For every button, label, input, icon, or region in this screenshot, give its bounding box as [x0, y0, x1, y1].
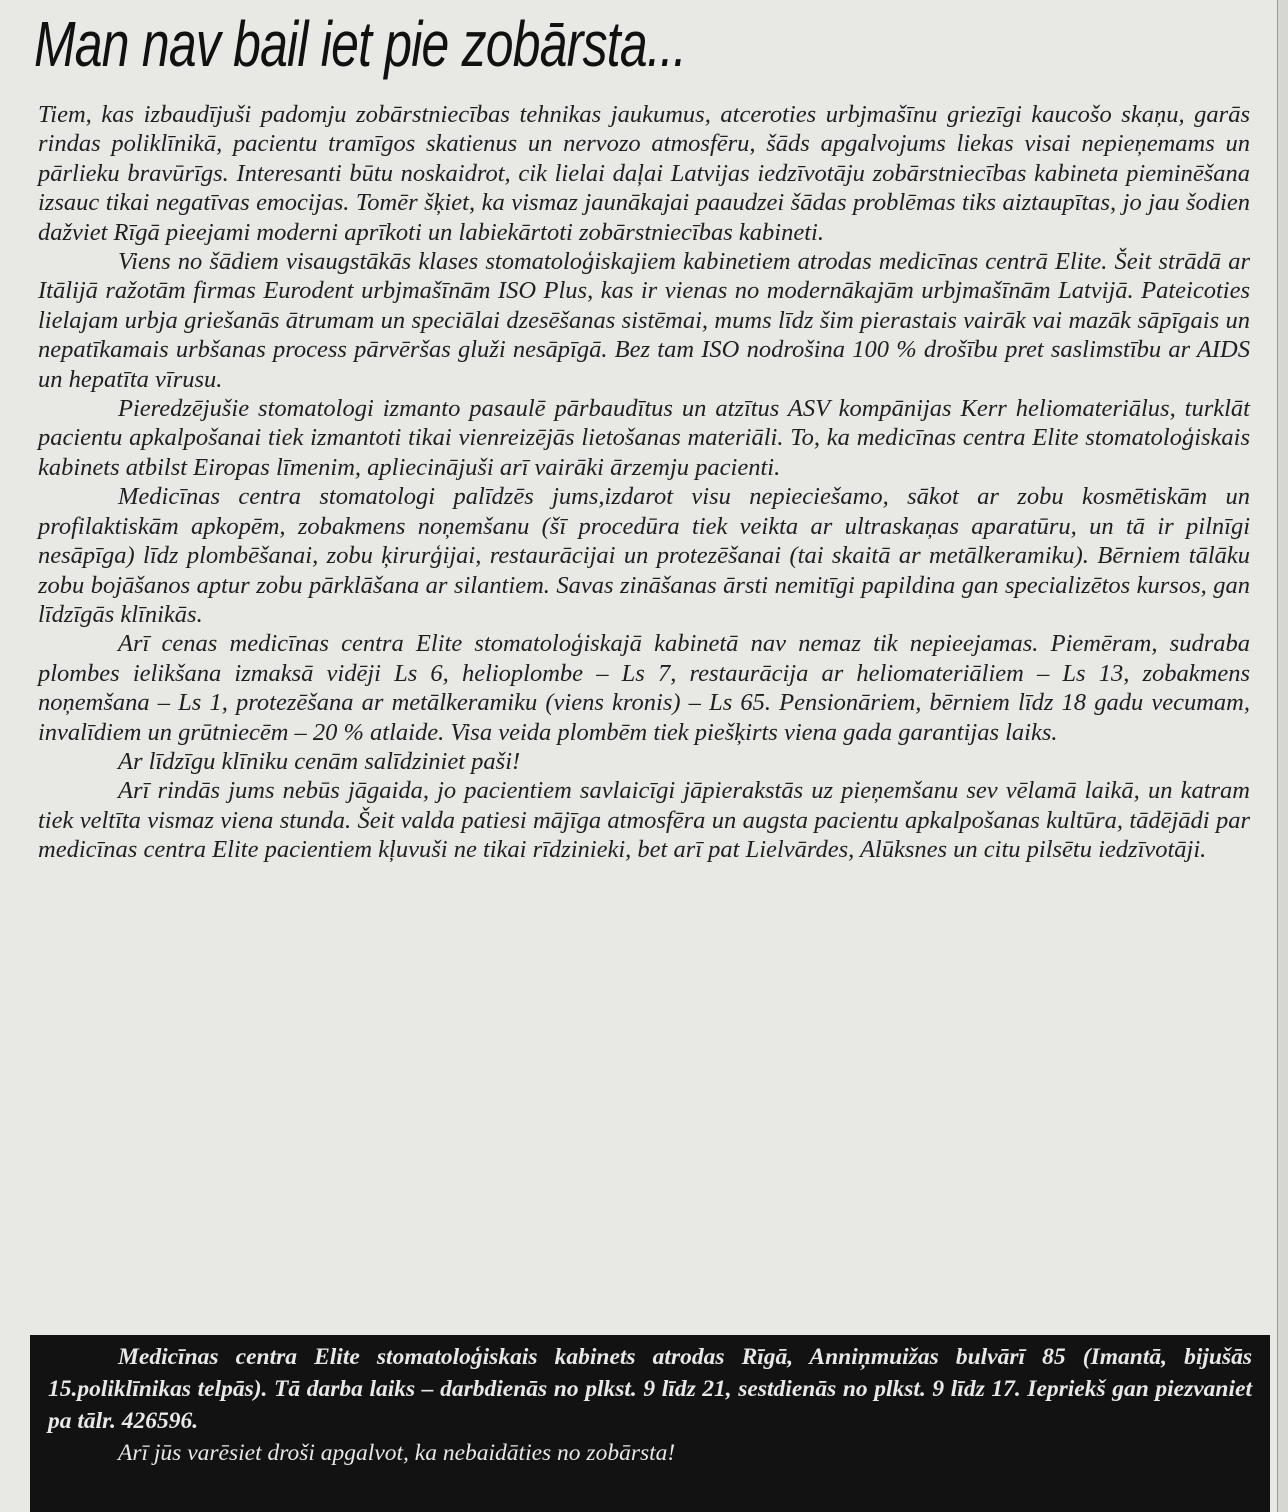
article-paragraph-prices: Arī cenas medicīnas centra Elite stomatoloģiskajā kabinetā nav nemaz tik nepieejamas. Piemēram, sudraba plombes ielikšana izmaksā vidēji Ls 6, helioplombe – Ls 7, restaurācija ar heliomateriāliem – Ls 13, zobakmens noņemšana – Ls 1, protezēšana ar metālkeramiku (viens kronis) – Ls 65. Pensionāriem, bērniem līdz 18 gadu vecumam, invalīdiem un grūtniecēm – 20 % atlaide. Visa veida plombēm tiek piešķirts viena gada garantijas laiks. [38, 630, 1250, 746]
contact-info-text: Medicīnas centra Elite stomatoloģiskais kabinets atrodas Rīgā, Anniņmuižas bulvārī 85 (Imantā, bijušās 15.poliklīnikas telpās). Tā darba laiks – darbdienās no plkst. 9 līdz 21, sestdienās no plkst. 9 līdz 17. Iepriekš gan piezvaniet pa tālr. 426596. [48, 1344, 1252, 1434]
article-paragraph-services: Medicīnas centra stomatologi palīdzēs jums,izdarot visu nepieciešamo, sākot ar zobu kosmētiskām un profilaktiskām apkopēm, zobakmens noņemšanu (šī procedūra tiek veikta ar ultraskaņas aparatūru, un tā ir pilnīgi nesāpīga) līdz plombēšanai, zobu ķirurģijai, restaurācijai un protezēšanai (tai skaitā ar metālkeramiku). Bērniem tālāku zobu bojāšanos aptur zobu pārklāšana ar silantiem. Savas zināšanas ārsti nemitīgi papildina gan specializētos kursos, gan līdzīgās klīnikās. [38, 483, 1250, 628]
closing-slogan: Arī jūs varēsiet droši apgalvot, ka nebaidāties no zobārsta! [118, 1440, 676, 1466]
article-paragraph-intro: Tiem, kas izbaudījuši padomju zobārstniecības tehnikas jaukumus, atceroties urbjmašīnu griezīgi kaucošo skaņu, garās rindas poliklīnikā, pacientu tramīgos skatienus un nervozo atmosfēru, šāds apgalvojums liekas visai nepieņemams un pārlieku bravūrīgs. Interesanti būtu noskaidrot, cik lielai daļai Latvijas iedzīvotāju zobārstniecības kabineta pieminēšana izsauc tikai negatīvas emocijas. Tomēr šķiet, ka vismaz jaunākajai paaudzei šādas problēmas tiks aiztaupītas, jo jau šodien dažviet Rīgā pieejami moderni aprīkoti un labiekārtoti zobārstniecības kabineti. [38, 101, 1250, 246]
article-body [38, 100, 1250, 865]
article-paragraph-equipment: Viens no šādiem visaugstākās klases stomatoloģiskajiem kabinetiem atrodas medicīnas centrā Elite. Šeit strādā ar Itālijā ražotām firmas Eurodent urbjmašīnām ISO Plus, kas ir vienas no modernākajām urbjmašīnām Latvijā. Pateicoties lielajam urbja griešanās ātrumam un speciālai dzesēšanas sistēmai, mums līdz šim pierastais vairāk vai mazāk sāpīgais un nepatīkamais urbšanas process pārvēršas gluži nesāpīgā. Bez tam ISO nodrošina 100 % drošību pret saslimstību ar AIDS un hepatīta vīrusu. [38, 248, 1250, 393]
article-headline: Man nav bail iet pie zobārsta... [34, 8, 687, 80]
contact-info-box [30, 1335, 1270, 1512]
article-paragraph-queue: Arī rindās jums nebūs jāgaida, jo pacientiem savlaicīgi jāpierakstās uz pieņemšanu sev vēlamā laikā, un katram tiek veltīta vismaz viena stunda. Šeit valda patiesi mājīga atmosfēra un augsta pacientu apkalpošanas kultūra, tādējādi par medicīnas centra Elite pacientiem kļuvuši ne tikai rīdzinieki, bet arī pat Lielvārdes, Alūksnes un citu pilsētu iedzīvotāji. [38, 777, 1250, 864]
article-paragraph-compare: Ar līdzīgu klīniku cenām salīdziniet paši! [118, 747, 521, 775]
article-paragraph-materials: Pieredzējušie stomatologi izmanto pasaulē pārbaudītus un atzītus ASV kompānijas Kerr heliomateriālus, turklāt pacientu apkalpošanai tiek izmantoti tikai vienreizējās lietošanas materiāli. To, ka medicīnas centra Elite stomatoloģiskais kabinets atbilst Eiropas līmenim, apliecinājuši arī vairāki ārzemju pacienti. [38, 395, 1250, 481]
adjacent-column-edge [1277, 0, 1288, 1512]
